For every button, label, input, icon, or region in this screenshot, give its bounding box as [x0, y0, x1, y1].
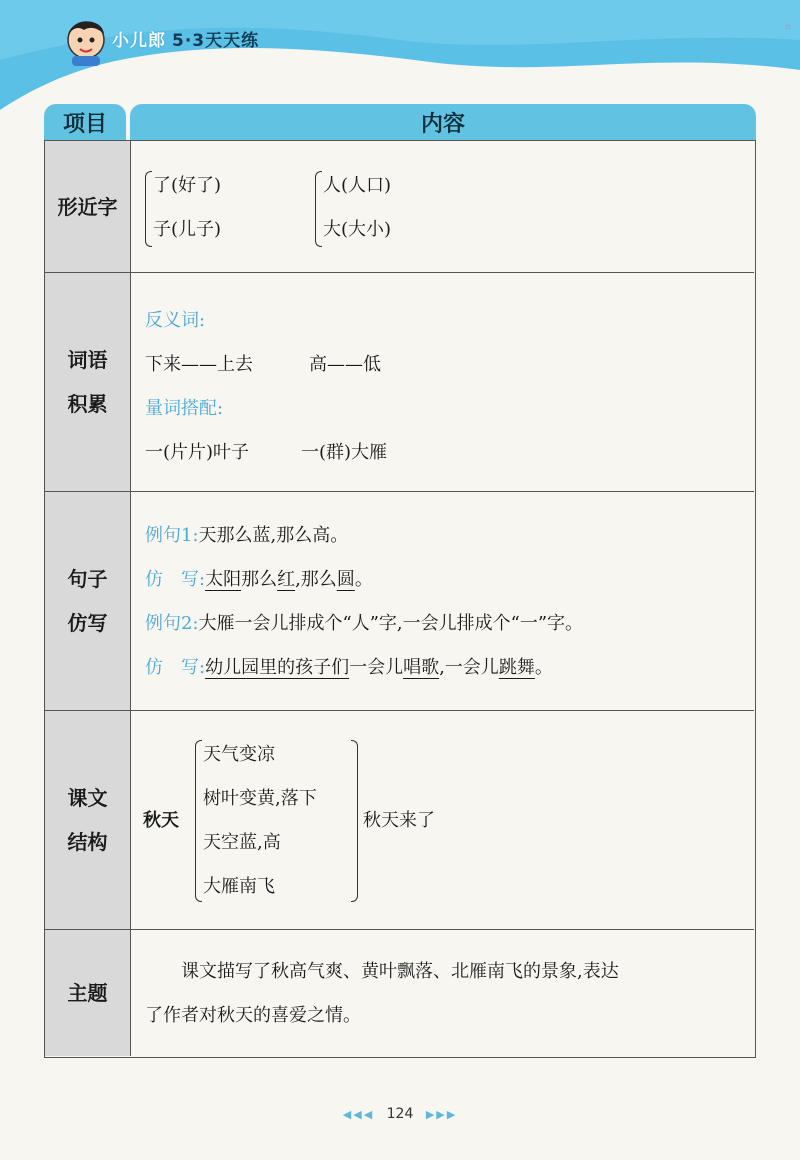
imitation-text: 。: [534, 657, 553, 678]
imitation-sentence-1: [145, 565, 373, 591]
right-arrows-icon: ▶▶▶: [425, 1108, 458, 1121]
similar-char-item: 了(好了): [153, 175, 222, 196]
example-tag: 例句2:: [145, 613, 199, 634]
edge-mark: ≡: [783, 22, 792, 33]
structure-branch: 大雁南飞: [203, 876, 275, 897]
imitation-text: ,一会儿: [439, 657, 499, 678]
example-tag: 例句1:: [145, 525, 199, 546]
measure-pair: 一(片片)叶子: [145, 442, 250, 463]
col-header-item: 项目: [44, 104, 126, 140]
brace-right: [351, 740, 358, 902]
similar-char-item: 子(儿子): [153, 219, 222, 240]
imitation-sentence-2: [145, 653, 553, 679]
row-label-similar-chars: [45, 141, 131, 272]
imitation-tag: 仿 写:: [145, 657, 206, 678]
imitation-content: [131, 491, 754, 710]
label-imitation-1: 句子: [67, 566, 108, 591]
similar-char-item: 人(人口): [323, 175, 392, 196]
measure-title: 量词搭配:: [145, 398, 224, 419]
vocab-content: [131, 272, 754, 491]
brace-left: [145, 171, 152, 247]
similar-chars-content: [131, 141, 754, 272]
row-label-structure: [45, 710, 131, 929]
row-label-imitation: [45, 491, 131, 710]
theme-line: 课文描写了秋高气爽、黄叶飘落、北雁南飞的景象,表达: [181, 961, 619, 982]
table-body: [44, 140, 756, 1058]
structure-result: 秋天来了: [363, 810, 435, 831]
antonym-pair: 高——低: [309, 354, 381, 375]
structure-root: 秋天: [143, 810, 179, 831]
brace-left: [195, 740, 202, 902]
top-banner: [0, 0, 800, 120]
label-vocab-1: 词语: [67, 347, 108, 372]
similar-char-item: 大(大小): [323, 219, 392, 240]
label-imitation-2: 仿写: [67, 610, 108, 635]
example-sentence-1: [145, 521, 348, 547]
example-text: 大雁一会儿排成个“人”字,一会儿排成个“一”字。: [198, 613, 584, 634]
structure-branch: 天空蓝,高: [203, 832, 281, 853]
theme-line: 了作者对秋天的喜爱之情。: [145, 1005, 361, 1026]
left-arrows-icon: ◀◀◀: [342, 1108, 375, 1121]
imitation-blank: 太阳: [205, 569, 242, 590]
structure-branch: 树叶变黄,落下: [203, 788, 317, 809]
imitation-blank: 红: [277, 569, 296, 590]
imitation-text: 一会儿: [349, 657, 404, 678]
series-name: 5·3天天练: [172, 31, 260, 51]
label-vocab-2: 积累: [67, 391, 108, 416]
page-number: 124: [386, 1106, 414, 1122]
summary-table: [44, 104, 756, 1058]
imitation-text: 那么: [241, 569, 278, 590]
row-label-vocab: [45, 272, 131, 491]
label-structure-2: 结构: [67, 829, 108, 854]
structure-branch: 天气变凉: [203, 744, 275, 765]
page-footer: [0, 1106, 800, 1122]
brace-left: [315, 171, 322, 247]
imitation-blank: 跳舞: [498, 657, 535, 678]
imitation-blank: 圆: [336, 569, 355, 590]
structure-content: [131, 710, 754, 929]
mascot-icon: [58, 10, 114, 66]
imitation-text: 。: [354, 569, 373, 590]
example-sentence-2: [145, 609, 583, 635]
antonym-pair: 下来——上去: [145, 354, 253, 375]
imitation-text: ,那么: [295, 569, 337, 590]
label-similar-chars: 形近字: [57, 194, 118, 219]
imitation-tag: 仿 写:: [145, 569, 206, 590]
antonym-title: 反义词:: [145, 310, 206, 331]
brand-title: [112, 26, 259, 51]
imitation-blank: 唱歌: [403, 657, 440, 678]
example-text: 天那么蓝,那么高。: [198, 525, 349, 546]
theme-content: [131, 929, 754, 1056]
row-label-theme: [45, 929, 131, 1056]
label-structure-1: 课文: [67, 785, 108, 810]
col-header-content: 内容: [130, 104, 756, 140]
label-theme: 主题: [67, 980, 108, 1005]
measure-pair: 一(群)大雁: [301, 442, 388, 463]
brand-name: 小儿郎: [112, 31, 166, 51]
imitation-blank: 幼儿园里的孩子们: [205, 657, 350, 678]
